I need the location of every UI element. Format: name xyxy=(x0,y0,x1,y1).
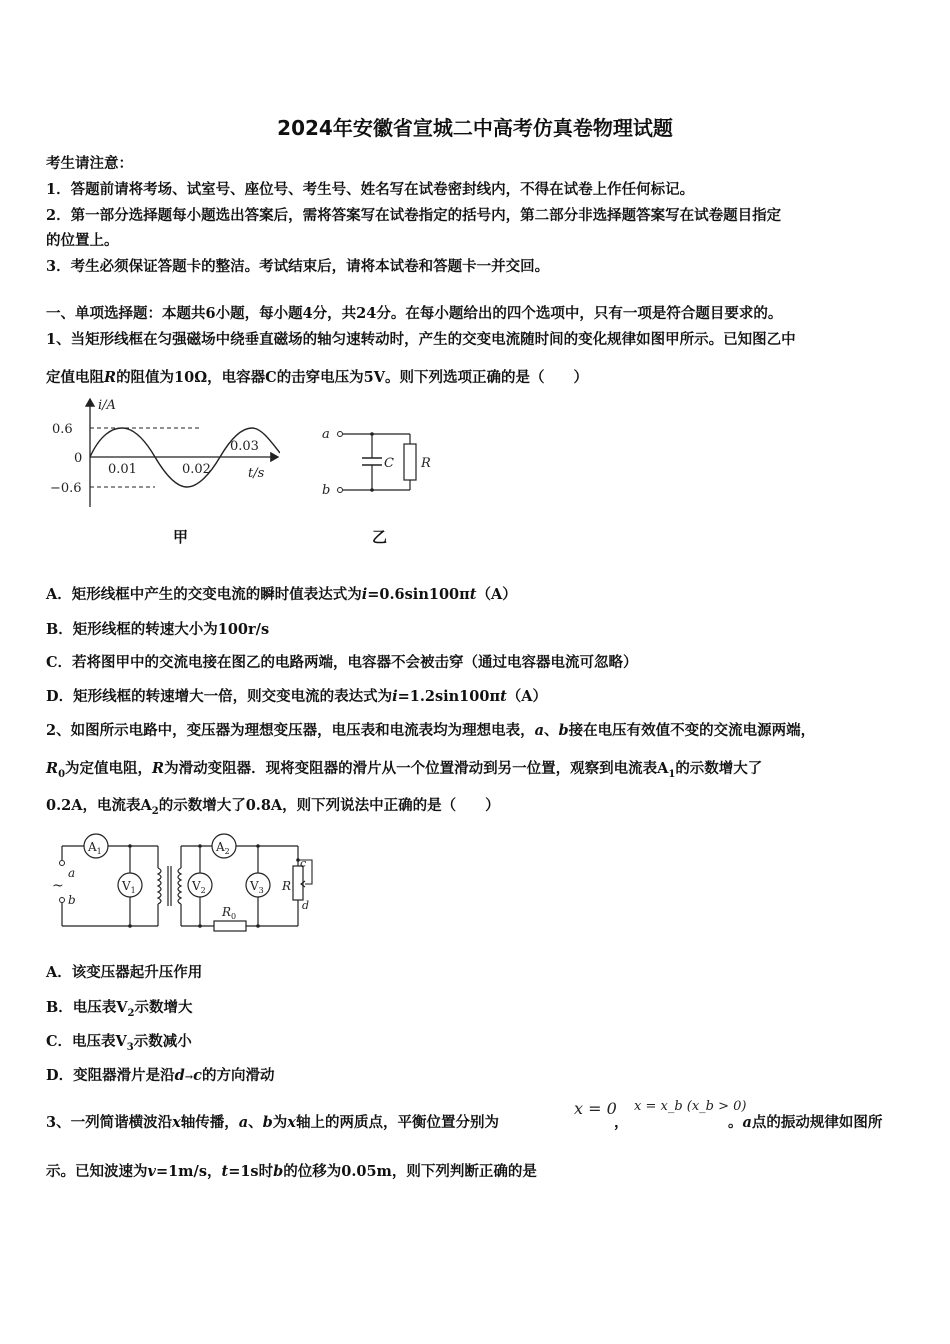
x-tick-003: 0.03 xyxy=(230,439,259,454)
q2-option-a: A．该变压器起升压作用 xyxy=(46,964,203,981)
ac-source-symbol: ~ xyxy=(52,878,64,894)
q2-stem-line2: $R_0$为定值电阻，R为滑动变阻器．现将变阻器的滑片从一个位置滑动到另一位置，观察到电流表$A_1$的示数增大了 xyxy=(46,760,763,780)
notice-item-1: 1．答题前请将考场、试室号、座位号、考生号、姓名写在试卷密封线内，不得在试卷上作任何标记。 xyxy=(46,181,695,198)
y-tick-zero: 0 xyxy=(74,451,83,466)
q1-circuit-yi xyxy=(318,420,443,500)
notice-item-2-cont: 的位置上。 xyxy=(46,232,119,249)
x-tick-001: 0.01 xyxy=(108,462,137,477)
q3-stem-line1-end: 。a点的振动规律如图所 xyxy=(728,1114,883,1131)
q1-option-a: A．矩形线框中产生的交变电流的瞬时值表达式为i=0.6sin100πt（A） xyxy=(46,586,517,603)
q3-stem-line1: 3、一列简谐横波沿x轴传播，a、b为x轴上的两质点，平衡位置分别为 xyxy=(46,1114,499,1131)
terminal-b: b xyxy=(322,483,331,498)
caption-yi: 乙 xyxy=(372,528,388,546)
q1-stem-text: 定值电阻 xyxy=(46,369,104,386)
q1-option-b: B．矩形线框的转速大小为100r/s xyxy=(46,621,270,638)
resistor xyxy=(404,444,416,480)
q1-R-symbol: R xyxy=(104,369,117,386)
notice-item-2: 2．第一部分选择题每小题选出答案后，需将答案写在试卷指定的括号内，第二部分非选择题答案写在试卷题目指定 xyxy=(46,207,782,224)
y-tick-top: 0.6 xyxy=(52,422,73,437)
q3-formula-2: x = x_b (x_b > 0) xyxy=(634,1099,747,1114)
q3-comma: ， xyxy=(614,1114,629,1131)
q1-option-c: C．若将图甲中的交流电接在图乙的电路两端，电容器不会被击穿（通过电容器电流可忽略） xyxy=(46,654,638,671)
terminal-a: a xyxy=(322,427,330,442)
terminal-b: b xyxy=(68,893,76,907)
svg-text:V1: $V_1$ xyxy=(122,879,136,895)
q2-option-b: B．电压表$V_2$示数增大 xyxy=(46,999,193,1019)
svg-text:V3: $V_3$ xyxy=(250,879,264,895)
resistor-label: R xyxy=(421,456,431,471)
q2-option-c: C．电压表$V_3$示数减小 xyxy=(46,1033,192,1053)
section-heading: 一、单项选择题：本题共6小题，每小题4分，共24分。在每小题给出的四个选项中，只有一项是符合题目要求的。 xyxy=(46,305,783,322)
svg-text:A1: $A_1$ xyxy=(88,840,102,856)
q1-stem-line2 xyxy=(46,366,588,387)
q1-stem-text: 的阻值为10Ω，电容器C的击穿电压为5V。则下列选项正确的是（ ） xyxy=(116,369,589,386)
notice-heading: 考生请注意： xyxy=(46,155,133,172)
y-axis-label: i/A xyxy=(98,398,116,413)
x-axis-label: t/s xyxy=(248,466,265,481)
notice-item-3: 3．考生必须保证答题卡的整洁。考试结束后，请将本试卷和答题卡一并交回。 xyxy=(46,258,550,275)
q2-circuit xyxy=(52,830,322,936)
secondary-coil xyxy=(178,868,181,904)
q1-stem-line1: 1、当矩形线框在匀强磁场中绕垂直磁场的轴匀速转动时，产生的交变电流随时间的变化规律如图甲所示。已知图乙中 xyxy=(46,331,796,348)
resistor-r0 xyxy=(214,921,246,931)
caption-jia: 甲 xyxy=(173,528,189,546)
q2-stem-line1: 2、如图所示电路中，变压器为理想变压器，电压表和电流表均为理想电表，a、b接在电压有效值不变的交流电源两端， xyxy=(46,722,816,739)
capacitor-label: C xyxy=(384,456,394,471)
svg-text:V2: $V_2$ xyxy=(192,879,206,895)
svg-text:A2: $A_2$ xyxy=(216,840,230,856)
y-tick-bottom: −0.6 xyxy=(50,481,82,496)
q3-stem-line2: 示。已知波速为v=1m/s，t=1s时b的位移为0.05m，则下列判断正确的是 xyxy=(46,1163,537,1180)
q2-stem-line3: 0.2A，电流表$A_2$的示数增大了0.8A，则下列说法中正确的是（ ） xyxy=(46,797,500,817)
slider-c: c xyxy=(300,857,307,870)
q1-graph-jia xyxy=(50,395,280,515)
svg-text:R0: $R_0$ xyxy=(222,905,237,921)
q2-option-d: D．变阻器滑片是沿d→c的方向滑动 xyxy=(46,1067,275,1084)
q3-formula-1: x = 0 xyxy=(574,1099,617,1118)
primary-coil xyxy=(158,868,161,904)
slider-d: d xyxy=(302,899,310,912)
page-title: 2024年安徽省宣城二中高考仿真卷物理试题 xyxy=(277,116,673,140)
q1-option-d: D．矩形线框的转速增大一倍，则交变电流的表达式为i=1.2sin100πt（A） xyxy=(46,688,548,705)
terminal-a: a xyxy=(68,866,76,880)
rheostat-label: R xyxy=(282,879,292,893)
x-tick-002: 0.02 xyxy=(182,462,211,477)
